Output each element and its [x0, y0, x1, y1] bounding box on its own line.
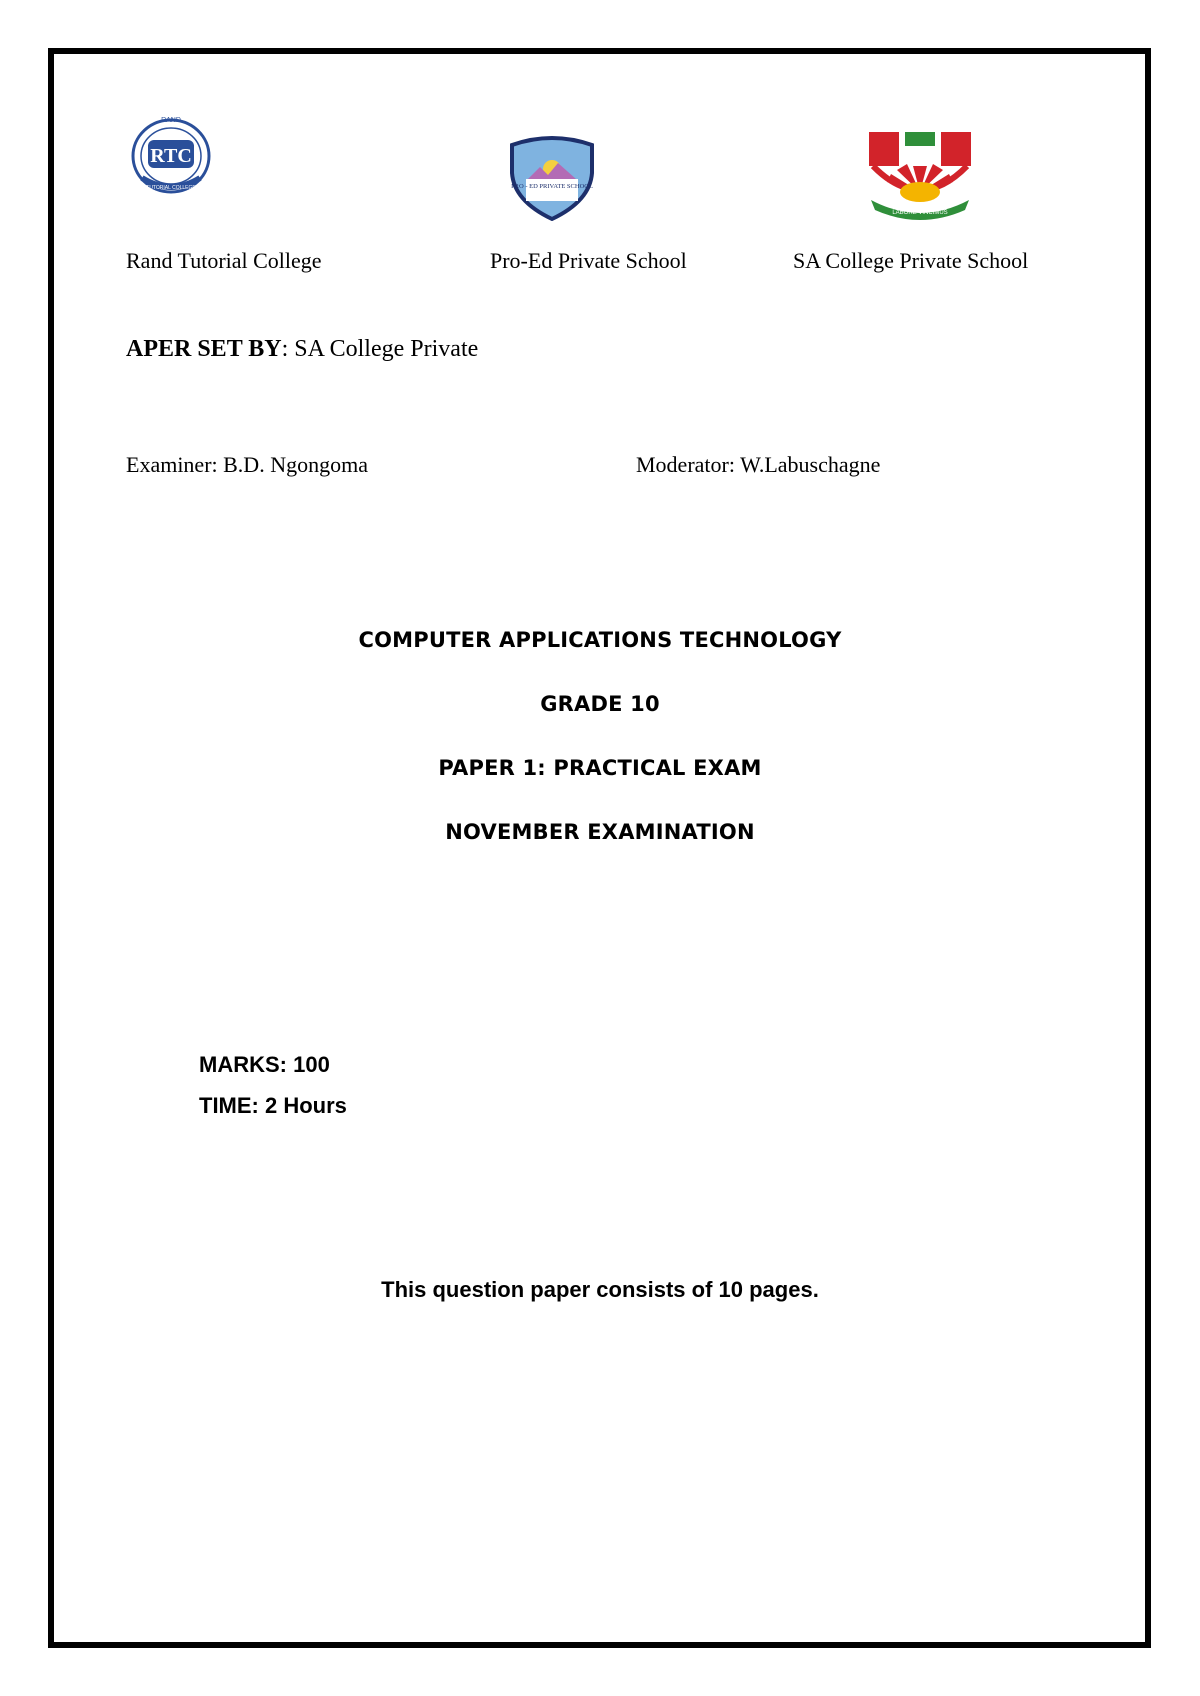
- sa-college-logo: [861, 130, 979, 220]
- time: TIME: 2 Hours: [199, 1093, 347, 1118]
- paper-set-by-label: APER SET BY: [126, 336, 282, 362]
- grade-title: GRADE 10: [540, 692, 660, 716]
- pro-ed-logo-text: PRO - ED PRIVATE SCHOOL: [511, 183, 593, 190]
- school-name-sa-college-private-school: SA College Private School: [793, 248, 1029, 273]
- paper-set-by-value: : SA College Private: [281, 336, 479, 362]
- rtc-logo-text: RTC: [150, 145, 192, 167]
- page-count-note: This question paper consists of 10 pages.: [381, 1277, 819, 1302]
- paper-title: PAPER 1: PRACTICAL EXAM: [438, 756, 762, 780]
- subject-title: COMPUTER APPLICATIONS TECHNOLOGY: [358, 628, 842, 652]
- examiner: Examiner: B.D. Ngongoma: [126, 452, 368, 477]
- marks: MARKS: 100: [199, 1052, 330, 1077]
- examination-title: NOVEMBER EXAMINATION: [445, 820, 755, 844]
- page-border: [48, 48, 1151, 1648]
- school-name-pro-ed-private-school: Pro-Ed Private School: [490, 248, 687, 273]
- school-name-rand-tutorial-college: Rand Tutorial College: [126, 248, 322, 273]
- rtc-logo-top-text: RAND: [161, 117, 181, 124]
- paper-set-by: [126, 336, 478, 363]
- moderator: Moderator: W.Labuschagne: [636, 452, 881, 477]
- sa-college-logo-text: LABORE VINCIMUS: [892, 210, 948, 216]
- pro-ed-shield-logo: [506, 135, 598, 221]
- rtc-logo: [128, 112, 214, 198]
- rtc-logo-bottom-text: TUTORIAL COLLEGE: [146, 185, 196, 191]
